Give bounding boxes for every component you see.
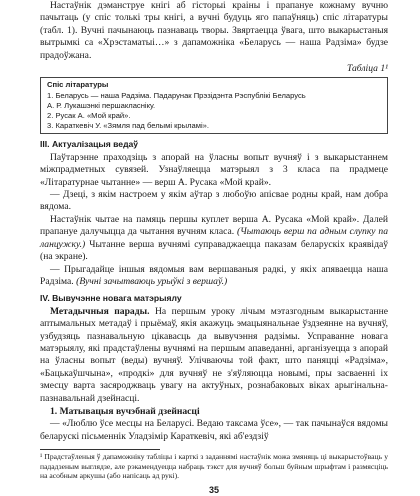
- literature-list-heading: Спіс літаратуры: [47, 80, 109, 90]
- paragraph: [40, 214, 388, 264]
- subheading: 1. Матывацыя вучэбнай дзейнасці: [50, 405, 200, 417]
- literature-list-item: А. Р. Лукашэнкі першакласніку.: [47, 100, 156, 110]
- literature-list-item: 1. Беларусь — наша Радзіма. Падарунак Прэзідэнта Рэспублікі Беларусь: [47, 90, 306, 100]
- paragraph: [40, 306, 388, 405]
- page-number: 35: [208, 484, 219, 495]
- paragraph-text: Чытанне верша вучнямі суправаджаецца паказам беларускіх краявідаў (на экране).: [40, 238, 388, 263]
- paragraph: Паўтарэнне праходзіць з апорай на ўласны вопыт вучняў і з выкарыстаннем міжпрадметных сувязей. Узнаўляецца матэрыял з 3 класа па прадмеце «Літаратурнае чытанне» — верш А. Русака «Мой край».: [40, 151, 388, 188]
- literature-list-box: [40, 77, 388, 134]
- paragraph-text: — Прыгадайце іншыя вядомыя вам вершаваныя радкі, у якіх апяваецца наша Радзіма.: [40, 263, 388, 287]
- paragraph: [40, 264, 388, 289]
- runin-heading: Метадычныя парады.: [50, 305, 150, 317]
- document-page: [40, 0, 388, 496]
- paragraph: — «Люблю ўсе месцы на Беларусі. Ведаю таксама ўсе», — так пачынаўся вядомы беларускі пісьменнік Уладзімір Караткевіч, які аб'ездзіў: [40, 418, 388, 442]
- section-heading-4: IV. Вывучэнне новага матэрыялу: [40, 293, 182, 304]
- stage-direction: (Вучні зачытваюць урыўкі з вершаў.): [76, 275, 228, 287]
- paragraph-text: Настаўнік чытае на памяць першы куплет верша А. Русака «Мой край». Далей прапануе далучыцца да чытання вучням класа.: [40, 213, 388, 238]
- literature-list-item: 2. Русак А. «Мой край».: [47, 111, 131, 121]
- literature-list-item: 3. Караткевіч У. «Зямля пад белымі крыламі».: [47, 121, 210, 131]
- footnote: ¹ Прадстаўленыя ў дапаможніку табліцы і карткі з заданнямі настаўнік можа змяняць ці выкарыстоўваць у пададзеным выглядзе, але рэкамендуецца набраць тэкст для вучняў больш буйным шрыфтам і размясціць на асобным аркушы (або напісаць ад рукі).: [40, 452, 388, 481]
- section-heading-3: III. Актуалізацыя ведаў: [40, 139, 139, 150]
- footnote-rule: [40, 449, 160, 450]
- intro-paragraph: Настаўнік дэманструе кнігі аб гісторыі краіны і прапануе кожнаму вучню пачытаць (у спіс толькі тры кнігі, а вучні будуць яго папаўняць) спіс літаратуры (табл. 1). Вучні пачынаюць пазнаваць творы. Звяртаецца ўвага, што выкарыстаныя вытрымкі са «Хрэстаматыі…» з дапаможніка «Беларусь — наша Радзіма» будзе прадоўжана.: [40, 0, 388, 61]
- stage-direction: (Чытаюць верш па адным слупку па ланцужку.): [40, 226, 388, 250]
- table-label: Табліца 1¹: [346, 63, 388, 75]
- paragraph-text: На першым уроку лічым мэтазгодным выкарыстанне аптымальных метадаў і прыёмаў, якія акажуць эмацыянальнае ўздзеянне на вучняў, узбудзяць пазнавальную цікавасць да вывучэння радзімы. Усправанне новага матэрыялу, які прадстаўлены вучнямі на першым апаведанні, арганізуецца з апорай на ўласны вопыт (веды) вучняў. Улічваючы той факт, што паняцці «Радзіма», «Бацькаўшчына», «продкі» для вучняў не з'яўляюцца новымі, пры засваенні іх змесцу варта засяроджваць увагу на актуўных, рознабаковых віках арыгінальна-пазнавальнай дзейнасці.: [40, 305, 389, 404]
- paragraph: — Дзеці, з якім настроем у якім аўтар з любоўю апісвае родны край, нам добра вядома.: [40, 189, 388, 213]
